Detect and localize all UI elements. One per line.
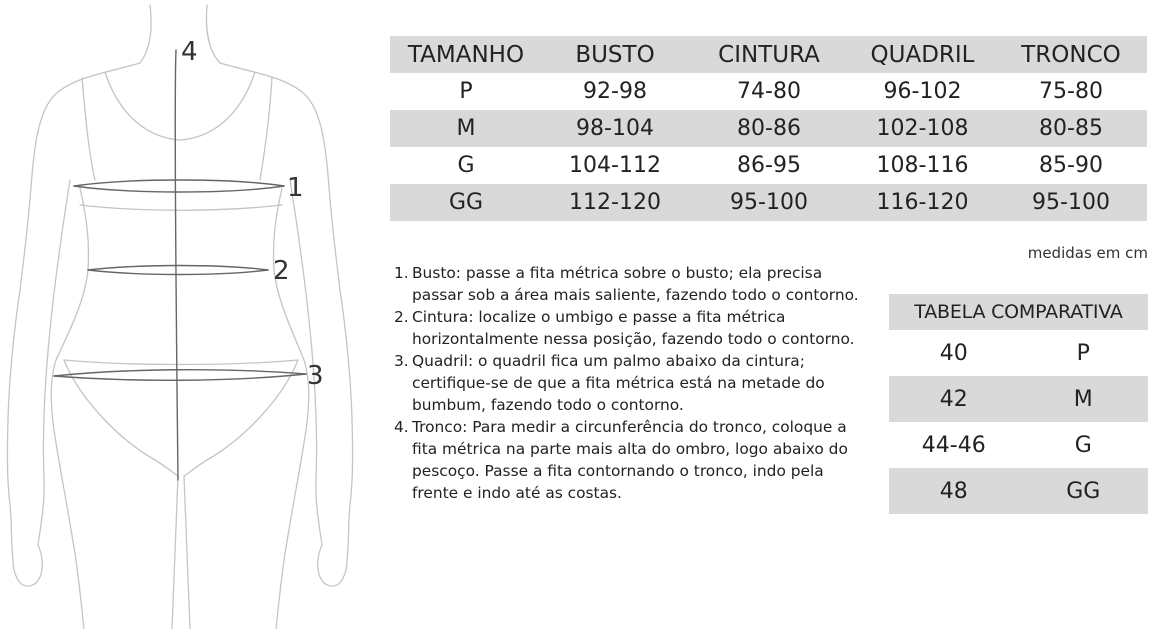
table-cell: G	[1074, 432, 1092, 458]
table-cell: 96-102	[883, 79, 962, 104]
body-measurement-figure	[0, 0, 380, 629]
top-hem	[80, 205, 282, 210]
measure-number-3: 3	[307, 361, 324, 391]
header-tronco: TRONCO	[1021, 41, 1121, 68]
inner-leg	[172, 476, 178, 629]
table-row	[889, 376, 1148, 422]
table-cell: 116-120	[876, 190, 969, 215]
header-tamanho: TAMANHO	[407, 41, 525, 68]
instruction-item	[394, 350, 869, 416]
measure-number-2: 2	[273, 256, 290, 286]
table-cell: 108-116	[876, 153, 969, 178]
instruction-text: Busto: passe a fita métrica sobre o busto; ela precisa passar sob a área mais saliente, fazendo todo o contorno.	[412, 264, 859, 304]
table-row	[889, 468, 1148, 514]
table-row	[889, 330, 1148, 376]
measure-number-4: 4	[181, 37, 198, 67]
measurement-instructions	[394, 262, 869, 504]
size-table-header-row	[390, 36, 1147, 73]
table-row	[889, 422, 1148, 468]
table-cell: 112-120	[569, 190, 661, 215]
instruction-number: 1.	[394, 264, 409, 282]
comparison-table	[889, 330, 1148, 514]
table-cell: P	[1076, 340, 1090, 366]
header-cintura: CINTURA	[718, 41, 820, 68]
instruction-item	[394, 416, 869, 504]
table-cell: 40	[939, 340, 968, 366]
table-cell: GG	[1066, 478, 1101, 504]
table-cell: 95-100	[1032, 190, 1110, 215]
briefs-waist	[64, 360, 298, 365]
instruction-item	[394, 306, 869, 350]
bust-measure-line	[74, 180, 284, 186]
bust-measure-line	[74, 186, 284, 192]
table-cell: GG	[448, 190, 484, 215]
waist-measure-line	[88, 266, 268, 271]
left-arm-outline	[7, 63, 140, 570]
instruction-text: Quadril: o quadril fica um palmo abaixo da cintura; certifique-se de que a fita métrica está na metade do bumbum, fazendo todo o contorno.	[412, 352, 825, 414]
table-cell: P	[459, 79, 473, 104]
header-quadril: QUADRIL	[870, 41, 975, 68]
instruction-number: 2.	[394, 308, 409, 326]
table-cell: 104-112	[569, 153, 661, 178]
table-cell: 102-108	[876, 116, 969, 141]
neck-outline	[140, 5, 151, 63]
briefs-leg-right	[184, 360, 298, 476]
top-strap-right	[260, 78, 272, 180]
table-cell: 92-98	[583, 79, 647, 104]
table-cell: 80-85	[1039, 116, 1103, 141]
table-row	[390, 147, 1147, 184]
top-strap-left	[82, 78, 95, 180]
instruction-number: 4.	[394, 418, 409, 436]
table-cell: 86-95	[737, 153, 801, 178]
table-cell: 85-90	[1039, 153, 1103, 178]
table-cell: 98-104	[576, 116, 654, 141]
table-cell: 95-100	[730, 190, 808, 215]
left-hand-outline	[14, 545, 42, 586]
header-busto: BUSTO	[575, 41, 655, 68]
table-cell: G	[457, 153, 475, 178]
size-table	[390, 36, 1147, 221]
table-cell: 80-86	[737, 116, 801, 141]
table-row	[390, 73, 1147, 110]
hip-measure-line	[54, 370, 306, 376]
table-cell: 74-80	[737, 79, 801, 104]
torso-right-side	[273, 188, 308, 629]
right-hand-outline	[318, 545, 346, 586]
units-note: medidas em cm	[1027, 244, 1148, 262]
instruction-item	[394, 262, 869, 306]
comparison-table-title: TABELA COMPARATIVA	[889, 294, 1148, 330]
table-cell: 48	[939, 478, 968, 504]
instruction-text: Tronco: Para medir a circunferência do tronco, coloque a fita métrica na parte mais alta do ombro, logo abaixo do pescoço. Passe a fita contornando o tronco, indo pela frente e indo até as costas.	[412, 418, 848, 502]
table-row	[390, 110, 1147, 147]
table-cell: 75-80	[1039, 79, 1103, 104]
neck-outline	[206, 5, 220, 63]
instruction-text: Cintura: localize o umbigo e passe a fita métrica horizontalmente nessa posição, fazendo todo o contorno.	[412, 308, 855, 348]
instruction-number: 3.	[394, 352, 409, 370]
hip-measure-line	[54, 374, 306, 380]
table-cell: 44-46	[921, 432, 986, 458]
torso-left-side	[51, 188, 88, 629]
table-cell: M	[1073, 386, 1093, 412]
top-neckline	[105, 72, 255, 140]
inner-leg	[184, 476, 190, 629]
waist-measure-line	[88, 270, 268, 275]
table-row	[390, 184, 1147, 221]
table-cell: M	[456, 116, 476, 141]
table-cell: 42	[939, 386, 968, 412]
measure-number-1: 1	[287, 173, 304, 203]
